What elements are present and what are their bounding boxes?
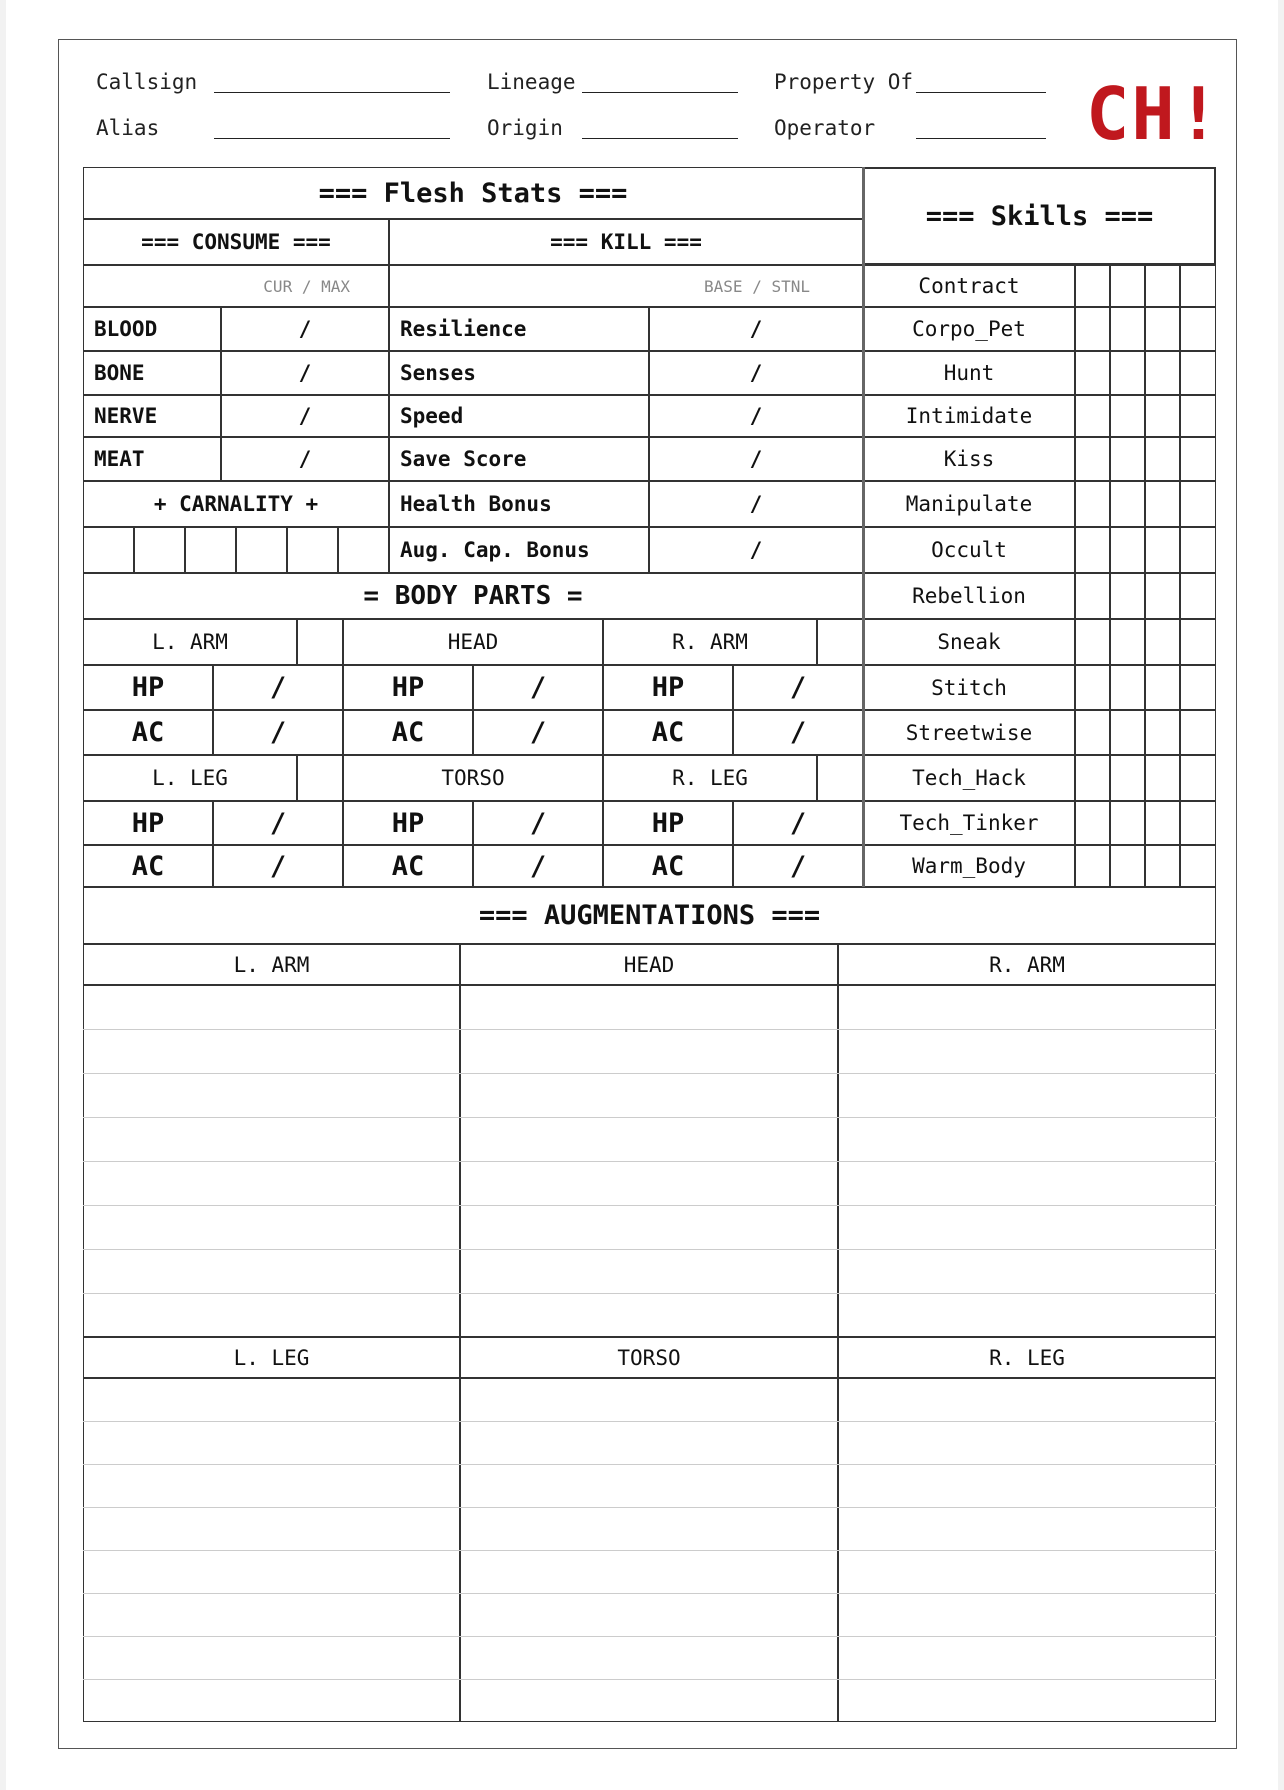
kill-title: === KILL ===	[389, 219, 863, 265]
body-part-label: R. ARM	[603, 619, 817, 665]
skill-checkbox[interactable]	[1110, 395, 1145, 437]
kill-row-label: Senses	[389, 351, 649, 395]
skill-checkbox[interactable]	[1075, 307, 1110, 351]
hp-value[interactable]: /	[213, 801, 343, 845]
skill-label: Corpo_Pet	[863, 307, 1075, 351]
ac-label: AC	[343, 845, 473, 887]
skill-label: Intimidate	[863, 395, 1075, 437]
hp-value[interactable]: /	[473, 801, 603, 845]
hp-value[interactable]: /	[733, 801, 863, 845]
skill-checkbox[interactable]	[1110, 619, 1145, 665]
skill-label: Tech_Tinker	[863, 801, 1075, 845]
kill-row-label: Aug. Cap. Bonus	[389, 527, 649, 573]
alias-field[interactable]	[214, 138, 450, 139]
aug-ruled-line	[83, 1421, 1216, 1422]
property-of-label: Property Of	[774, 70, 914, 94]
ac-label: AC	[83, 845, 213, 887]
skill-checkbox[interactable]	[1145, 665, 1180, 710]
skill-checkbox[interactable]	[1075, 265, 1110, 307]
skill-checkbox[interactable]	[1075, 755, 1110, 801]
operator-field[interactable]	[916, 138, 1046, 139]
skill-checkbox[interactable]	[1145, 527, 1180, 573]
consume-row-label: NERVE	[83, 395, 221, 437]
skill-checkbox[interactable]	[1075, 527, 1110, 573]
sheet-grid	[83, 167, 1216, 1722]
kill-row-value[interactable]: /	[649, 351, 863, 395]
ac-value[interactable]: /	[473, 710, 603, 755]
consume-row-label: BLOOD	[83, 307, 221, 351]
skill-checkbox[interactable]	[1145, 573, 1180, 619]
aug-ruled-line	[83, 1161, 1216, 1162]
aug-col-label: L. LEG	[83, 1337, 460, 1378]
skills-divider	[862, 167, 865, 887]
consume-row-value[interactable]: /	[221, 351, 389, 395]
body-parts-title: = BODY PARTS =	[83, 573, 863, 619]
skill-checkbox[interactable]	[1110, 573, 1145, 619]
skill-checkbox[interactable]	[1145, 619, 1180, 665]
hp-label: HP	[603, 801, 733, 845]
body-part-label: R. LEG	[603, 755, 817, 801]
alias-label: Alias	[96, 116, 160, 140]
skill-checkbox[interactable]	[1075, 437, 1110, 481]
skill-checkbox[interactable]	[1110, 481, 1145, 527]
origin-field[interactable]	[582, 138, 738, 139]
consume-row-value[interactable]: /	[221, 437, 389, 481]
carnality-box[interactable]	[287, 527, 338, 573]
skill-checkbox[interactable]	[1180, 710, 1216, 755]
aug-ruled-line	[83, 1293, 1216, 1294]
body-part-label: TORSO	[343, 755, 603, 801]
aug-col-label: TORSO	[460, 1337, 838, 1378]
ac-label: AC	[343, 710, 473, 755]
ac-value[interactable]: /	[213, 710, 343, 755]
lineage-label: Lineage	[487, 70, 576, 94]
skill-checkbox[interactable]	[1180, 527, 1216, 573]
consume-row-value[interactable]: /	[221, 395, 389, 437]
skills-title: === Skills ===	[863, 167, 1216, 265]
skill-label: Tech_Hack	[863, 755, 1075, 801]
lineage-field[interactable]	[582, 92, 738, 93]
consume-row-label: MEAT	[83, 437, 221, 481]
aug-ruled-line	[83, 1636, 1216, 1637]
augmentations-title: === AUGMENTATIONS ===	[83, 887, 1216, 944]
ac-value[interactable]: /	[213, 845, 343, 887]
skill-checkbox[interactable]	[1145, 755, 1180, 801]
skill-label: Rebellion	[863, 573, 1075, 619]
skill-checkbox[interactable]	[1075, 351, 1110, 395]
skill-checkbox[interactable]	[1110, 351, 1145, 395]
kill-row-value[interactable]: /	[649, 437, 863, 481]
carnality-box[interactable]	[185, 527, 236, 573]
skill-label: Kiss	[863, 437, 1075, 481]
body-part-check[interactable]	[297, 619, 343, 665]
aug-col-label: R. LEG	[838, 1337, 1216, 1378]
skill-checkbox[interactable]	[1180, 665, 1216, 710]
skill-checkbox[interactable]	[1110, 307, 1145, 351]
consume-title: === CONSUME ===	[83, 219, 389, 265]
hp-label: HP	[83, 801, 213, 845]
skill-label: Stitch	[863, 665, 1075, 710]
skill-checkbox[interactable]	[1145, 845, 1180, 887]
skill-checkbox[interactable]	[1145, 265, 1180, 307]
logo: CH!	[1086, 72, 1223, 156]
hp-value[interactable]: /	[733, 665, 863, 710]
ac-label: AC	[603, 710, 733, 755]
skill-checkbox[interactable]	[1180, 755, 1216, 801]
skill-checkbox[interactable]	[1110, 665, 1145, 710]
aug-ruled-line	[83, 1073, 1216, 1074]
hp-label: HP	[343, 801, 473, 845]
skill-label: Sneak	[863, 619, 1075, 665]
aug-ruled-line	[83, 1117, 1216, 1118]
consume-row-label: BONE	[83, 351, 221, 395]
aug-col-label: L. ARM	[83, 944, 460, 985]
skill-checkbox[interactable]	[1075, 481, 1110, 527]
kill-row-label: Speed	[389, 395, 649, 437]
skill-checkbox[interactable]	[1110, 845, 1145, 887]
aug-ruled-line	[83, 1593, 1216, 1594]
kill-row-value[interactable]: /	[649, 307, 863, 351]
skill-checkbox[interactable]	[1180, 619, 1216, 665]
kill-row-value[interactable]: /	[649, 481, 863, 527]
skill-checkbox[interactable]	[1075, 665, 1110, 710]
operator-label: Operator	[774, 116, 876, 140]
skill-checkbox[interactable]	[1145, 481, 1180, 527]
kill-row-label: Save Score	[389, 437, 649, 481]
skill-checkbox[interactable]	[1145, 307, 1180, 351]
skill-checkbox[interactable]	[1180, 351, 1216, 395]
skill-checkbox[interactable]	[1180, 801, 1216, 845]
aug-col-label: HEAD	[460, 944, 838, 985]
carnality-box[interactable]	[236, 527, 287, 573]
flesh-stats-title: === Flesh Stats ===	[83, 167, 863, 219]
skill-checkbox[interactable]	[1180, 395, 1216, 437]
ac-label: AC	[603, 845, 733, 887]
skill-checkbox[interactable]	[1145, 437, 1180, 481]
aug-ruled-line	[83, 1550, 1216, 1551]
skill-checkbox[interactable]	[1180, 437, 1216, 481]
aug-ruled-line	[83, 1205, 1216, 1206]
skill-checkbox[interactable]	[1145, 351, 1180, 395]
aug-ruled-line	[83, 1249, 1216, 1250]
carnality-box[interactable]	[134, 527, 185, 573]
skill-checkbox[interactable]	[1110, 265, 1145, 307]
aug-ruled-line	[83, 1507, 1216, 1508]
skill-checkbox[interactable]	[1145, 801, 1180, 845]
body-part-label: L. LEG	[83, 755, 297, 801]
hp-label: HP	[603, 665, 733, 710]
skill-checkbox[interactable]	[1075, 801, 1110, 845]
kill-row-label: Health Bonus	[389, 481, 649, 527]
ac-label: AC	[83, 710, 213, 755]
skill-label: Contract	[863, 265, 1075, 307]
aug-col-label: R. ARM	[838, 944, 1216, 985]
kill-row-label: Resilience	[389, 307, 649, 351]
skill-checkbox[interactable]	[1110, 710, 1145, 755]
skill-label: Occult	[863, 527, 1075, 573]
skill-checkbox[interactable]	[1110, 437, 1145, 481]
skill-checkbox[interactable]	[1180, 307, 1216, 351]
consume-cols-hint: CUR / MAX	[83, 265, 389, 307]
body-part-check[interactable]	[297, 755, 343, 801]
body-part-label: HEAD	[343, 619, 603, 665]
carnality-box[interactable]	[338, 527, 389, 573]
callsign-field[interactable]	[214, 92, 450, 93]
aug-ruled-line	[83, 1679, 1216, 1680]
skill-label: Streetwise	[863, 710, 1075, 755]
origin-label: Origin	[487, 116, 563, 140]
aug-ruled-line	[83, 1464, 1216, 1465]
skill-label: Manipulate	[863, 481, 1075, 527]
aug-ruled-line	[83, 1029, 1216, 1030]
carnality-label: + CARNALITY +	[83, 481, 389, 527]
skill-checkbox[interactable]	[1110, 527, 1145, 573]
skill-checkbox[interactable]	[1180, 845, 1216, 887]
kill-row-value[interactable]: /	[649, 395, 863, 437]
consume-row-value[interactable]: /	[221, 307, 389, 351]
skill-checkbox[interactable]	[1110, 801, 1145, 845]
kill-cols-hint: BASE / STNL	[389, 265, 863, 307]
character-sheet	[6, 0, 1278, 1790]
body-part-check[interactable]	[817, 755, 863, 801]
skill-checkbox[interactable]	[1075, 710, 1110, 755]
hp-label: HP	[343, 665, 473, 710]
skill-checkbox[interactable]	[1145, 395, 1180, 437]
hp-value[interactable]: /	[473, 665, 603, 710]
skill-checkbox[interactable]	[1075, 573, 1110, 619]
skill-checkbox[interactable]	[1075, 845, 1110, 887]
skill-checkbox[interactable]	[1180, 265, 1216, 307]
skill-checkbox[interactable]	[1145, 710, 1180, 755]
skill-checkbox[interactable]	[1075, 619, 1110, 665]
property-of-field[interactable]	[916, 92, 1046, 93]
ac-value[interactable]: /	[733, 710, 863, 755]
skill-checkbox[interactable]	[1075, 395, 1110, 437]
hp-value[interactable]: /	[213, 665, 343, 710]
skill-checkbox[interactable]	[1180, 481, 1216, 527]
callsign-label: Callsign	[96, 70, 198, 94]
ac-value[interactable]: /	[733, 845, 863, 887]
body-part-label: L. ARM	[83, 619, 297, 665]
hp-label: HP	[83, 665, 213, 710]
ac-value[interactable]: /	[473, 845, 603, 887]
carnality-box[interactable]	[83, 527, 134, 573]
skill-checkbox[interactable]	[1110, 755, 1145, 801]
skill-label: Hunt	[863, 351, 1075, 395]
skill-label: Warm_Body	[863, 845, 1075, 887]
kill-row-value[interactable]: /	[649, 527, 863, 573]
skill-checkbox[interactable]	[1180, 573, 1216, 619]
body-part-check[interactable]	[817, 619, 863, 665]
